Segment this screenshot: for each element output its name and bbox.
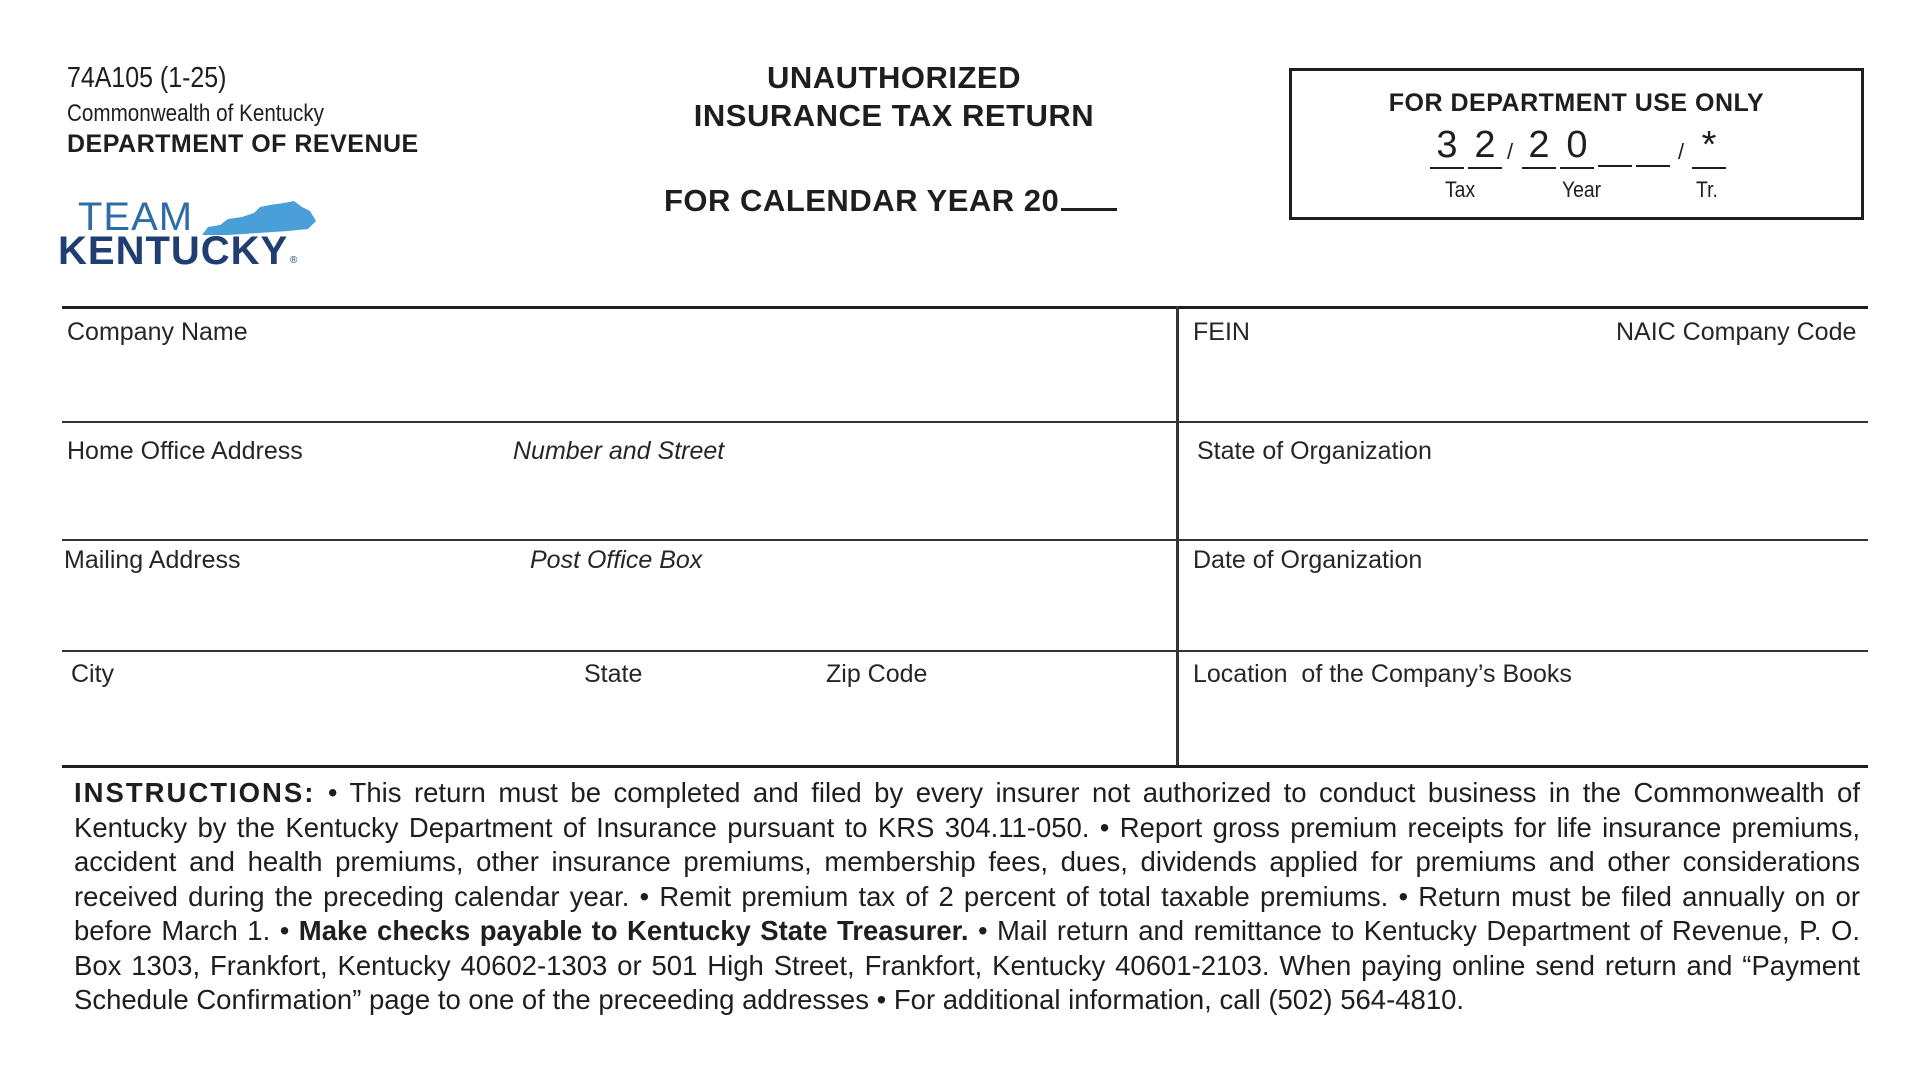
form-column-divider (1176, 306, 1179, 766)
instructions-block (74, 776, 1860, 1018)
books-location-field[interactable]: Location of the Company’s Books (1193, 660, 1572, 688)
calendar-year-line (664, 183, 1117, 219)
instructions-text-continued: • Mail return and remittance to Kentucky Department of Revenue, P. O. Box 1303, Frankfort, Kentucky 40602-1303 or 501 High Street, Frankfort, Kentucky 40601-2103. When paying online send return and “Payment Schedule Confirmation” page to one of the preceeding addresses • For additional information, call (502) 564-4810. (74, 915, 1861, 1015)
state-field[interactable]: State (584, 660, 643, 688)
city-field[interactable]: City (71, 660, 115, 688)
fein-field[interactable]: FEIN (1193, 318, 1250, 346)
code-digit: 3 (1430, 123, 1464, 169)
code-blank (1598, 165, 1632, 167)
calendar-year-blank[interactable] (1061, 184, 1117, 211)
logo-registered-mark: ® (290, 255, 298, 266)
calendar-year-label: FOR CALENDAR YEAR 20 (664, 183, 1060, 218)
company-name-field[interactable]: Company Name (67, 318, 248, 346)
code-digit: 0 (1560, 123, 1594, 169)
instructions-text: • This return must be completed and filed by every insurer not authorized to conduct business in the Commonwealth of Kentucky by the Kentucky Department of Insurance pursuant to KRS 304.11-050. • Report gross premium receipts for life insurance premiums, accident and health premiums, other insurance premiums, membership fees, dues, dividends applied for premiums and other considerations received during the preceding calendar year. • Remit premium tax of 2 percent of total taxable premiums. • Return must be filed annually on or before March 1. • (74, 777, 1860, 946)
code-digit: * (1692, 123, 1726, 169)
code-blank (1636, 165, 1670, 167)
state-of-organization-field[interactable]: State of Organization (1197, 437, 1432, 465)
home-office-address-field[interactable]: Home Office Address (67, 437, 303, 465)
code-digit: 2 (1468, 123, 1502, 169)
code-separator: / (1678, 139, 1685, 164)
number-street-label: Number and Street (513, 437, 725, 465)
code-label-year: Year (1562, 177, 1602, 202)
logo-team-text: TEAM (78, 195, 194, 239)
code-digit: 2 (1522, 123, 1556, 169)
form-row-divider (62, 421, 1868, 423)
team-kentucky-logo (58, 197, 308, 277)
form-title-line2: INSURANCE TAX RETURN (693, 98, 1095, 133)
form-row-divider (62, 650, 1868, 652)
form-number: 74A105 (1-25) (67, 62, 227, 94)
code-separator: / (1507, 139, 1514, 164)
date-of-organization-field[interactable]: Date of Organization (1193, 546, 1423, 574)
po-box-label: Post Office Box (530, 546, 703, 574)
zip-code-field[interactable]: Zip Code (826, 660, 928, 688)
form-row-divider (62, 539, 1868, 541)
commonwealth-label: Commonwealth of Kentucky (67, 100, 324, 127)
mailing-address-field[interactable]: Mailing Address (64, 546, 241, 574)
code-label-tr: Tr. (1696, 177, 1718, 202)
department-label: DEPARTMENT OF REVENUE (67, 130, 419, 158)
code-label-tax: Tax (1445, 177, 1476, 202)
department-use-title: FOR DEPARTMENT USE ONLY (1388, 89, 1765, 117)
instructions-payable-note: Make checks payable to Kentucky State Treasurer. (289, 915, 969, 946)
form-bottom-rule (62, 765, 1868, 768)
naic-code-field[interactable]: NAIC Company Code (1616, 318, 1857, 346)
form-title-line1: UNAUTHORIZED (767, 60, 1021, 95)
instructions-heading: INSTRUCTIONS: (74, 777, 316, 808)
logo-kentucky-text: KENTUCKY (58, 229, 289, 273)
department-use-box (1289, 68, 1864, 220)
form-top-rule (62, 306, 1868, 309)
